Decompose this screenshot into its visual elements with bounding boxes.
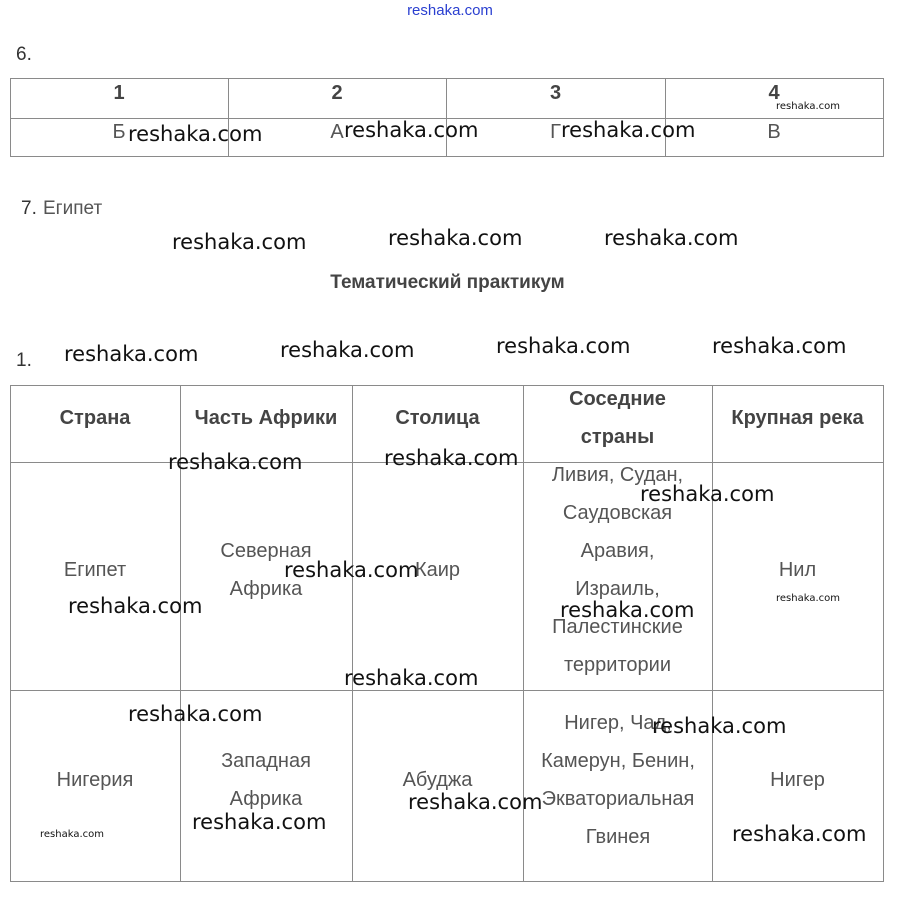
watermark: reshaka.com [776, 101, 840, 112]
watermark: reshaka.com [40, 829, 104, 840]
q1-table-border [883, 385, 884, 882]
q1-cell-region: Северная Африка [220, 540, 312, 600]
q1-cell-river: Нигер [770, 769, 825, 791]
watermark: reshaka.com [732, 822, 867, 846]
watermark: reshaka.com [776, 593, 840, 604]
q1-cell-capital: Каир [414, 559, 461, 581]
watermark: reshaka.com [128, 122, 263, 146]
watermark: reshaka.com [384, 446, 519, 470]
site-watermark[interactable]: reshaka.com [407, 2, 493, 19]
q1-cell-river: Нил [778, 559, 817, 581]
watermark: reshaka.com [652, 714, 787, 738]
watermark: reshaka.com [168, 450, 303, 474]
q6-answer-cell: Г [550, 121, 561, 143]
q6-answer-cell: Б [112, 121, 126, 143]
watermark: reshaka.com [68, 594, 203, 618]
section-title: Тематический практикум [330, 272, 565, 293]
q1-number: 1. [16, 350, 32, 371]
q1-cell-neighbors: Нигер, Чад, Камерун, Бенин, Экваториальная Гвинея [541, 712, 695, 848]
watermark: reshaka.com [344, 666, 479, 690]
q6-header-cell: 1 [113, 82, 125, 104]
q6-table-border [10, 156, 884, 157]
q6-answer-cell: А [330, 121, 344, 143]
q1-header-cell: Крупная река [731, 407, 864, 429]
watermark: reshaka.com [561, 118, 696, 142]
watermark: reshaka.com [192, 810, 327, 834]
q6-table-border [883, 78, 884, 157]
q1-cell-region: Западная Африка [221, 750, 311, 810]
watermark: reshaka.com [64, 342, 199, 366]
watermark: reshaka.com [408, 790, 543, 814]
q1-header-cell: Страна [59, 407, 131, 429]
watermark: reshaka.com [284, 558, 419, 582]
watermark: reshaka.com [280, 338, 415, 362]
q6-header-cell: 4 [768, 82, 780, 104]
q6-answer-cell: В [767, 121, 781, 143]
watermark: reshaka.com [172, 230, 307, 254]
q7-number: 7. [21, 198, 37, 219]
watermark: reshaka.com [712, 334, 847, 358]
watermark: reshaka.com [604, 226, 739, 250]
watermark: reshaka.com [344, 118, 479, 142]
watermark: reshaka.com [496, 334, 631, 358]
q1-header-cell: Соседние страны [569, 388, 666, 448]
watermark: reshaka.com [560, 598, 695, 622]
watermark: reshaka.com [128, 702, 263, 726]
q6-header-cell: 3 [549, 82, 562, 104]
q1-header-cell: Столица [395, 407, 480, 429]
watermark: reshaka.com [640, 482, 775, 506]
q1-cell-capital: Абуджа [402, 769, 473, 791]
q7-answer: Египет [43, 198, 103, 219]
watermark: reshaka.com [388, 226, 523, 250]
q6-header-cell: 2 [331, 82, 343, 104]
q1-cell-neighbors: Ливия, Судан, Саудовская Аравия, Израиль, Палестинские территории [551, 464, 684, 676]
q1-header-cell: Часть Африки [194, 407, 338, 429]
q6-number: 6. [16, 44, 32, 65]
q1-cell-country: Египет [63, 559, 127, 581]
q1-cell-country: Нигерия [56, 769, 134, 791]
q1-table-border [10, 881, 884, 882]
